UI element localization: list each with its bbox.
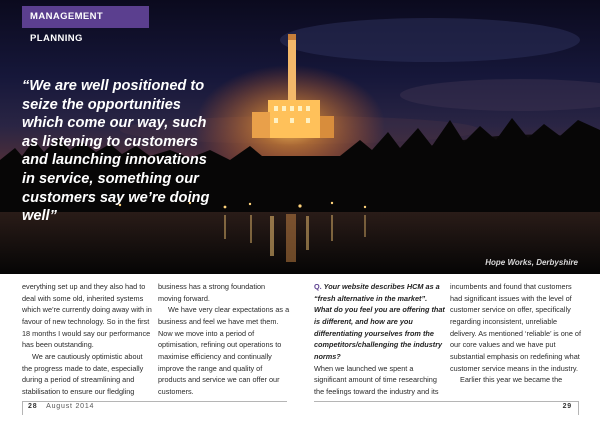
paragraph: Earlier this year we became the: [460, 375, 563, 385]
paragraph: business has a strong foundation moving forward.: [158, 282, 266, 303]
section-label: MANAGEMENT PLANNING: [22, 6, 149, 28]
photo-caption: Hope Works, Derbyshire: [485, 258, 578, 267]
body-column-3: [314, 281, 446, 398]
paragraph: We are cautiously optimistic about the progress made to date, especially during a period of streamlining and stabilisation to ensure our fledgling: [22, 351, 144, 396]
paragraph: incumbents and found that customers had significant issues with the level of customer service on offer, specifically regarding inconsistent, unreliable delivery. As mentioned ‘reliable’ is one of our core values and we have put substantial emphasis on redefining what customer service means in the industry.: [450, 282, 582, 373]
body-column-4: [450, 281, 582, 386]
paragraph: We have very clear expectations as a business and feel we have met them. Now we move into a period of optimisation, refining out operations to maximise efficiency and continually improve the range and quality of products and service we can offer our customers.: [158, 305, 290, 396]
pull-quote: “We are well positioned to seize the opportunities which come our way, such as listening to customers and launching innovations in service, something our customers say we’re doing well”: [22, 78, 210, 225]
interview-question: [314, 281, 446, 363]
question-text: Your website describes HCM as a “fresh alternative in the market”. What do you feel you are offering that is different, and how are you differentiating yourselves from the competitors/challenging the industry norms?: [314, 282, 445, 361]
issue-date: August 2014: [46, 403, 95, 410]
body-column-2: [158, 281, 290, 398]
footer-rule-right: [314, 401, 579, 415]
body-column-1: [22, 281, 154, 398]
page-number-left: 28: [28, 403, 38, 410]
paragraph: When we launched we spent a significant amount of time researching the feelings toward the industry and its: [314, 363, 439, 396]
footer-right: [563, 403, 572, 410]
footer-left: [28, 403, 94, 410]
question-marker: Q.: [314, 282, 322, 291]
page-number-right: 29: [562, 403, 572, 410]
paragraph: everything set up and they also had to deal with some old, inherited systems which we’re currently doing away with in favour of new technology. So in the first 18 months I would say our performance has been outstanding.: [22, 282, 152, 350]
